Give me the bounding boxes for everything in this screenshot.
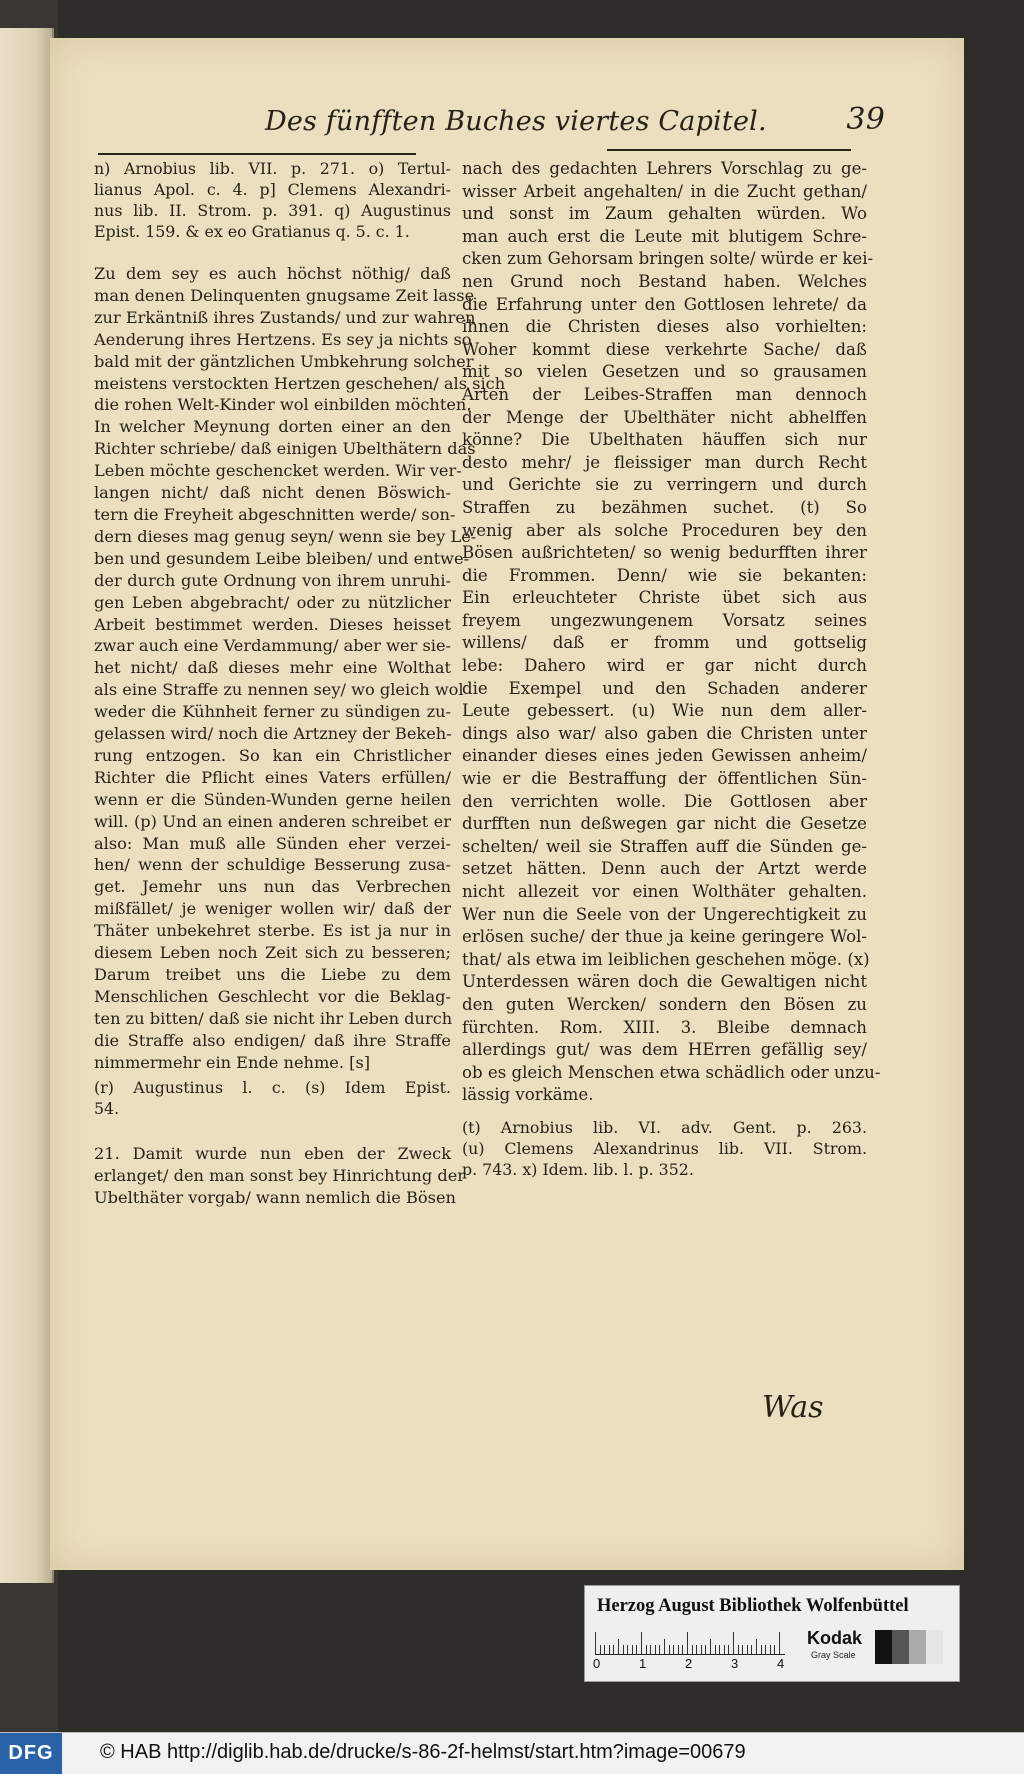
ruler-tick	[756, 1639, 757, 1654]
text-line: man denen Delinquenten gnugsame Zeit lasse	[94, 285, 475, 305]
page-number: 39	[846, 102, 885, 137]
text-line: meistens verstockten Hertzen geschehen/ als sich	[94, 373, 506, 393]
left-column-notes-mid	[94, 1077, 451, 1119]
ruler-tick	[613, 1645, 614, 1654]
gray-scale-label: Gray Scale	[811, 1650, 856, 1660]
text-line: die Exempel und den Schaden anderer	[462, 678, 867, 698]
ruler-tick	[609, 1645, 610, 1654]
ruler-tick	[659, 1645, 660, 1654]
text-line: durfften nun deßwegen gar nicht die Gesetze	[462, 814, 867, 834]
text-line: könne? Die Ubelthaten häuffen sich nur	[462, 430, 867, 450]
text-line: wisser Arbeit angehalten/ in die Zucht gethan/	[462, 181, 867, 201]
text-line: setzet hätten. Denn auch der Artzt werde	[462, 859, 867, 879]
text-line: desto mehr/ je fleissiger man durch Recht	[462, 452, 867, 472]
ruler-tick	[705, 1645, 706, 1654]
text-line: that/ als etwa im leiblichen geschehen möge. (x)	[462, 949, 870, 969]
right-column-body	[462, 158, 881, 1107]
ruler-tick	[669, 1645, 670, 1654]
ruler-tick	[696, 1645, 697, 1654]
text-line: Wer nun die Seele von der Ungerechtigkeit zu	[462, 904, 867, 924]
text-line: mißfället/ je weniger wollen wir/ daß der	[94, 899, 451, 919]
left-column-section-21	[94, 1143, 466, 1209]
head-rule-left	[98, 153, 416, 155]
text-line: man auch erst die Leute mit blutigem Schre-	[462, 226, 867, 246]
text-line: get. Jemehr uns nun das Verbrechen	[94, 877, 451, 897]
footnote-line: n) Arnobius lib. VII. p. 271. o) Tertul-	[94, 159, 451, 178]
text-line: der Menge der Ubelthäter nicht abhelffen	[462, 407, 867, 427]
text-line: Ein erleuchteter Christe übet sich aus	[462, 588, 867, 608]
text-line: Arbeit bestimmet werden. Dieses heisset	[94, 614, 451, 634]
ruler-tick	[751, 1645, 752, 1654]
ruler-tick	[604, 1645, 605, 1654]
text-line: mit so vielen Gesetzen und so grausamen	[462, 362, 867, 382]
text-line: Aenderung ihres Hertzens. Es sey ja nichts so	[94, 329, 472, 349]
ruler-tick	[774, 1645, 775, 1654]
ruler-tick	[632, 1645, 633, 1654]
text-line: wenn er die Sünden-Wunden gerne heilen	[94, 789, 451, 809]
ruler-tick	[627, 1645, 628, 1654]
ruler-tick	[646, 1645, 647, 1654]
ruler-tick	[678, 1645, 679, 1654]
text-line: Bösen außrichteten/ so wenig bedurfften ihrer	[462, 543, 867, 563]
text-line: ben und gesundem Leibe bleiben/ und entwe-	[94, 548, 470, 568]
ruler-number: 3	[731, 1656, 739, 1671]
text-line: willens/ daß er fromm und gottselig	[462, 633, 867, 653]
ruler-tick	[719, 1645, 720, 1654]
footnote-line: (t) Arnobius lib. VI. adv. Gent. p. 263.	[462, 1118, 867, 1137]
ruler-tick	[692, 1645, 693, 1654]
right-column-notes	[462, 1117, 867, 1180]
text-line: ihnen die Christen dieses also vorhielten:	[462, 317, 867, 337]
library-color-card	[584, 1585, 960, 1682]
text-line: die Straffe also endigen/ daß ihre Straffe	[94, 1030, 451, 1050]
text-line: tern die Freyheit abgeschnitten werde/ son-	[94, 504, 456, 524]
footer-bar	[0, 1732, 1024, 1774]
text-line: lebe: Dahero wird er gar nicht durch	[462, 656, 867, 676]
text-line: lässig vorkäme.	[462, 1085, 594, 1105]
text-line: Woher kommt diese verkehrte Sache/ daß	[462, 339, 867, 359]
ruler-tick	[710, 1639, 711, 1654]
ruler-tick	[715, 1645, 716, 1654]
text-line: den verrichten wolle. Die Gottlosen aber	[462, 791, 867, 811]
text-line: und Gerichte sie zu verringern und durch	[462, 475, 867, 495]
gray-patch	[926, 1630, 943, 1664]
ruler-tick	[636, 1645, 637, 1654]
text-line: dings also war/ also gaben die Christen unter	[462, 723, 867, 743]
text-line: Zu dem sey es auch höchst nöthig/ daß	[94, 264, 451, 283]
text-line: 21. Damit wurde nun eben der Zweck	[94, 1144, 451, 1163]
text-line: zur Erkäntniß ihres Zustands/ und zur wahren	[94, 307, 476, 327]
ruler-tick	[765, 1645, 766, 1654]
text-line: ten zu bitten/ daß sie nicht ihr Leben durch	[94, 1008, 453, 1028]
ruler-tick	[641, 1632, 642, 1654]
left-column-body	[94, 263, 506, 1074]
ruler-tick	[770, 1645, 771, 1654]
scale-ruler	[595, 1630, 785, 1655]
text-line: Richter die Pflicht eines Vaters erfüllen/	[94, 767, 451, 787]
text-line: Unterdessen wären doch die Gewaltigen nicht	[462, 972, 867, 992]
footnote-line: nus lib. II. Strom. p. 391. q) Augustinus	[94, 201, 451, 220]
ruler-tick	[650, 1645, 651, 1654]
ruler-tick	[618, 1639, 619, 1654]
text-line: nicht allezeit vor einen Wolthäter gehalten.	[462, 882, 867, 901]
text-line: Richter schriebe/ daß einigen Ubelthätern das	[94, 439, 476, 459]
text-line: allerdings gut/ was dem HErren gefällig sey/	[462, 1040, 867, 1060]
text-line: langen nicht/ daß nicht denen Böswich-	[94, 483, 451, 503]
text-line: die Frommen. Denn/ wie sie bekanten:	[462, 565, 867, 585]
ruler-number: 0	[593, 1656, 601, 1671]
ruler-tick	[600, 1645, 601, 1654]
text-line: Leben möchte geschencket werden. Wir ver-	[94, 461, 462, 481]
text-line: als eine Straffe zu nennen sey/ wo gleich wol	[94, 680, 464, 700]
text-line: Arten der Leibes-Straffen man dennoch	[462, 384, 867, 404]
ruler-tick	[742, 1645, 743, 1654]
text-line: will. (p) Und an einen anderen schreibet er	[94, 811, 451, 831]
text-line: nen Grund noch Bestand haben. Welches	[462, 271, 867, 291]
library-name: Herzog August Bibliothek Wolfenbüttel	[597, 1596, 909, 1616]
text-line: Thäter unbekehret sterbe. Es ist ja nur in	[94, 921, 451, 941]
text-line: fürchten. Rom. XIII. 3. Bleibe demnach	[462, 1017, 867, 1037]
text-line: dern dieses mag genug seyn/ wenn sie bey Le-	[94, 526, 477, 546]
ruler-number: 1	[639, 1656, 647, 1671]
text-line: wenig aber als solche Proceduren bey den	[462, 520, 867, 540]
left-column-notes-top	[94, 158, 451, 242]
text-line: einander dieses eines jeden Gewissen anheim/	[462, 746, 867, 766]
ruler-tick	[728, 1645, 729, 1654]
text-line: gelassen wird/ noch die Artzney der Bekeh-	[94, 724, 452, 744]
ruler-tick	[682, 1645, 683, 1654]
gray-patch	[892, 1630, 909, 1664]
head-rule-right	[607, 149, 851, 151]
text-line: diesem Leben noch Zeit sich zu besseren;	[94, 943, 451, 963]
text-line: rung entzogen. So kan ein Christlicher	[94, 745, 451, 765]
footnote-line: p. 743. x) Idem. lib. l. p. 352.	[462, 1160, 694, 1179]
footnote-line: 54.	[94, 1099, 120, 1118]
footer-copyright-link[interactable]: © HAB http://diglib.hab.de/drucke/s-86-2f-helmst/start.htm?image=00679	[100, 1741, 746, 1763]
ruler-tick	[664, 1639, 665, 1654]
gray-patch	[909, 1630, 926, 1664]
text-line: erlösen suche/ der thue ja keine geringere Wol-	[462, 927, 867, 947]
text-line: bald mit der gäntzlichen Umbkehrung solcher	[94, 351, 474, 371]
footnote-line: (u) Clemens Alexandrinus lib. VII. Strom.	[462, 1139, 867, 1158]
ruler-tick	[623, 1645, 624, 1654]
footnote-line: lianus Apol. c. 4. p] Clemens Alexandri-	[94, 180, 451, 199]
dfg-logo: DFG	[0, 1733, 62, 1774]
ruler-tick	[687, 1632, 688, 1654]
text-line: die Erfahrung unter den Gottlosen lehrete/ da	[462, 294, 867, 314]
text-line: Darum treibet uns die Liebe zu dem	[94, 965, 451, 984]
text-line: und sonst im Zaum gehalten würden. Wo	[462, 204, 867, 224]
text-line: ob es gleich Menschen etwa schädlich oder unzu-	[462, 1062, 881, 1082]
ruler-number: 2	[685, 1656, 693, 1671]
ruler-tick	[733, 1632, 734, 1654]
text-line: cken zum Gehorsam bringen solte/ würde er kei-	[462, 249, 874, 269]
text-line: Leute gebessert. (u) Wie nun dem aller-	[462, 701, 867, 721]
text-line: wie er die Bestraffung der öffentlichen Sün-	[462, 769, 867, 789]
gray-patches	[875, 1630, 943, 1664]
ruler-tick	[724, 1645, 725, 1654]
text-line: hen/ wenn der schuldige Besserung zusa-	[94, 855, 451, 875]
text-line: zwar auch eine Verdammung/ aber wer sie-	[94, 636, 451, 656]
ruler-number: 4	[777, 1656, 785, 1671]
text-line: den guten Wercken/ sondern den Bösen zu	[462, 994, 867, 1014]
ruler-tick	[701, 1645, 702, 1654]
text-line: Ubelthäter vorgab/ wann nemlich die Bösen	[94, 1187, 456, 1207]
text-line: nimmermehr ein Ende nehme. [s]	[94, 1052, 371, 1072]
footnote-line: (r) Augustinus l. c. (s) Idem Epist.	[94, 1078, 451, 1097]
text-line: freyem ungezwungenem Vorsatz seines	[462, 610, 867, 630]
text-line: gen Leben abgebracht/ oder zu nützlicher	[94, 592, 451, 612]
text-line: In welcher Meynung dorten einer an den	[94, 417, 451, 437]
ruler-tick	[761, 1645, 762, 1654]
footnote-line: Epist. 159. & ex eo Gratianus q. 5. c. 1.	[94, 222, 410, 241]
gray-patch	[875, 1630, 892, 1664]
text-line: der durch gute Ordnung von ihrem unruhi-	[94, 570, 451, 590]
kodak-logo: Kodak	[807, 1628, 863, 1648]
ruler-tick	[655, 1645, 656, 1654]
text-line: Straffen zu bezähmen suchet. (t) So	[462, 497, 867, 517]
running-head	[265, 102, 885, 146]
text-line: weder die Kühnheit ferner zu sündigen zu-	[94, 702, 451, 722]
ruler-tick	[595, 1632, 596, 1654]
text-line: Menschlichen Geschlecht vor die Beklag-	[94, 986, 451, 1006]
book-page	[50, 38, 964, 1570]
ruler-numbers	[593, 1656, 793, 1674]
previous-page-edge	[0, 28, 54, 1583]
ruler-tick	[673, 1645, 674, 1654]
ruler-tick	[779, 1632, 780, 1654]
text-line: die rohen Welt-Kinder wol einbilden möchten.	[94, 395, 472, 415]
text-line: nach des gedachten Lehrers Vorschlag zu ge-	[462, 159, 867, 178]
ruler-tick	[738, 1645, 739, 1654]
catchword: Was	[762, 1390, 824, 1425]
running-head-title: Des fünfften Buches viertes Capitel.	[265, 106, 767, 137]
ruler-tick	[747, 1645, 748, 1654]
text-line: het nicht/ daß dieses mehr eine Wolthat	[94, 658, 451, 678]
text-line: schelten/ weil sie Straffen auff die Sünden ge-	[462, 836, 867, 856]
text-line: erlanget/ den man sonst bey Hinrichtung der	[94, 1165, 466, 1185]
text-line: also: Man muß alle Sünden eher verzei-	[94, 833, 451, 853]
